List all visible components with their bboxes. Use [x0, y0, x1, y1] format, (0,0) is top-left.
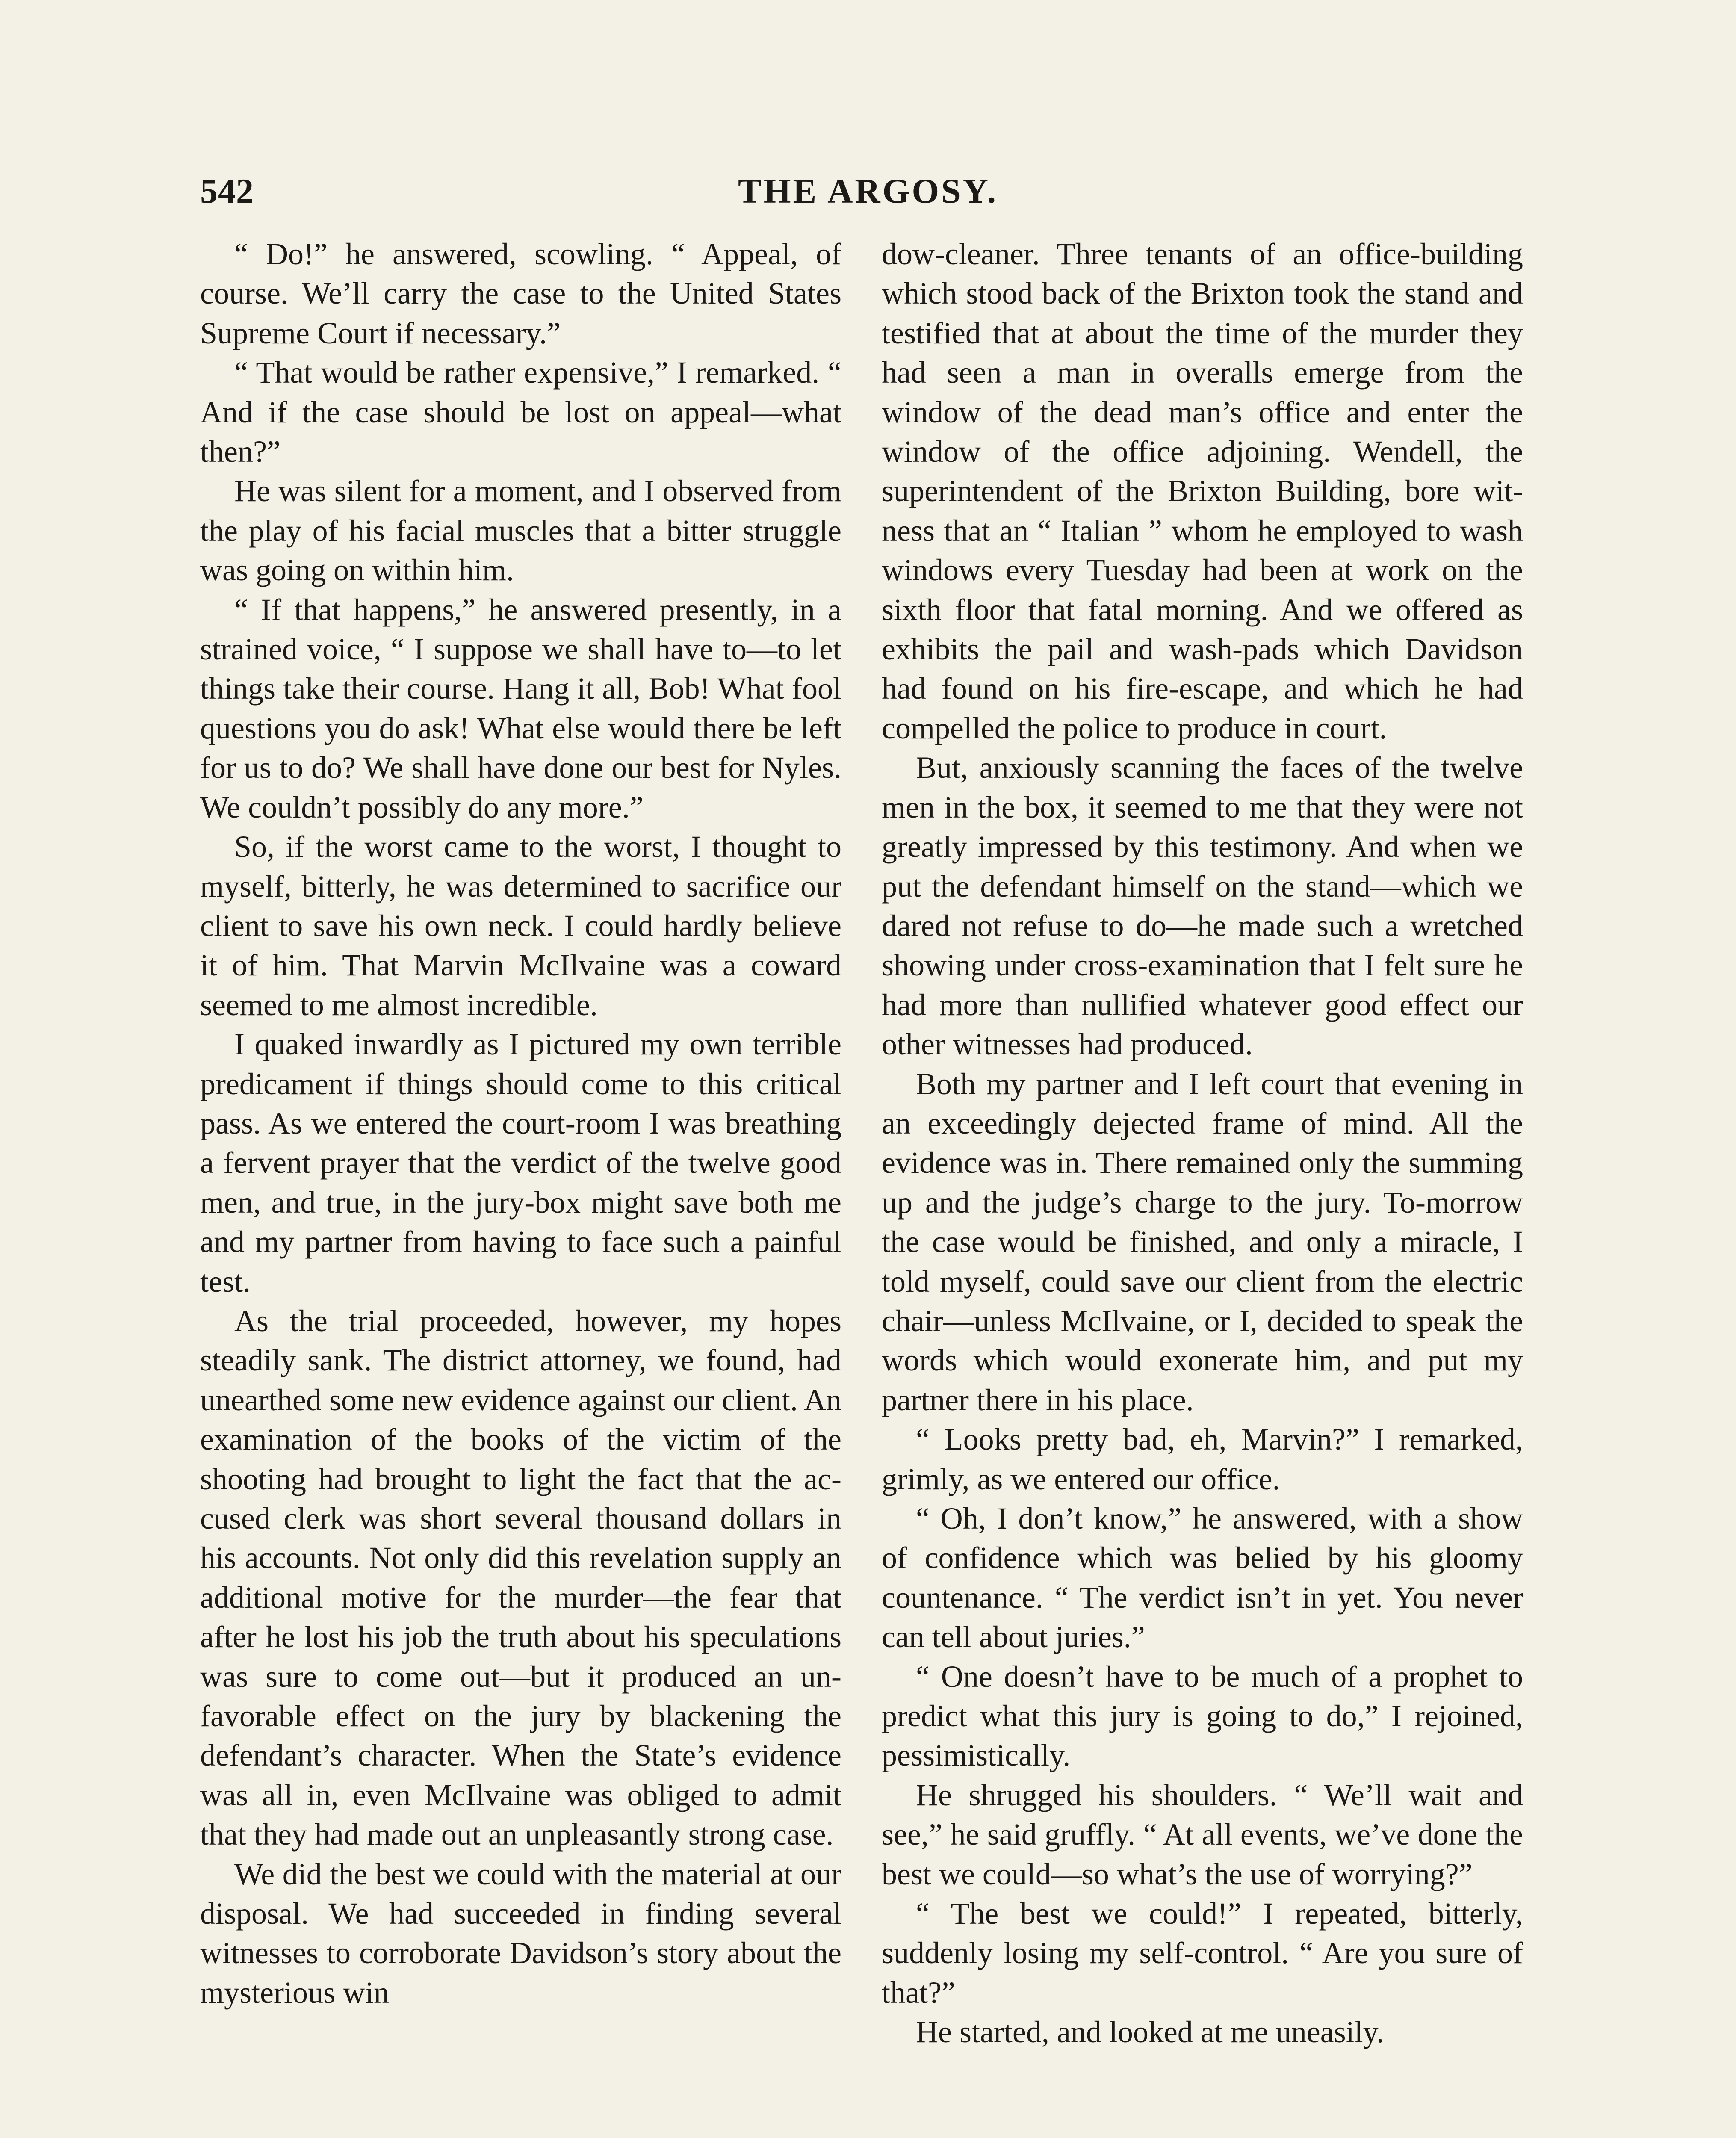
paragraph: He started, and looked at me uneasily. — [916, 2015, 1384, 2049]
paragraph: dow-cleaner. Three tenants of an office-building which stood back of the Brixton took the stand and testified that at about the time of the murder they had seen a man in overalls emerge from the window of the dead man’s office and enter the window of the office adjoining. Wendell, the superintendent of the Brixton Building, bore witness that an “ Italian ” whom he employed to wash windows every Tuesday had been at work on the sixth floor that fatal morning. And we offered as exhibits the pail and wash-pads which Davidson had found on his fire-escape, and which he had compelled the police to produce in court. — [882, 237, 1523, 745]
paragraph: “ That would be rather expensive,” I remarked. “ And if the case should be lost on appeal—what then?” — [200, 355, 841, 469]
paragraph: So, if the worst came to the worst, I thought to myself, bitterly, he was determined to sacrifice our client to save his own neck. I could hardly believe it of him. That Marvin McIlvaine was a coward seemed to me almost incredible. — [200, 830, 841, 1022]
paragraph: But, anxiously scanning the faces of the twelve men in the box, it seemed to me that they were not greatly impressed by this testimony. And when we put the defendant himself on the stand—which we dared not refuse to do—he made such a wretched showing under cross-examination that I felt sure he had more than nullified whatever good effect our other witnesses had produced. — [882, 750, 1523, 1062]
paragraph: “ The best we could!” I repeated, bitterly, suddenly losing my self-control. “ Are you sure of that?” — [882, 1896, 1523, 2010]
paragraph: He was silent for a moment, and I observed from the play of his facial muscles that a bitter struggle was going on within him. — [200, 474, 841, 588]
paragraph: “ One doesn’t have to be much of a prophet to predict what this jury is going to do,” I rejoined, pessimistically. — [882, 1659, 1523, 1773]
paragraph: As the trial proceeded, however, my hopes steadily sank. The district attorney, we found, had unearthed some new evidence against our client. An examination of the books of the victim of the shooting had brought to light the fact that the accused clerk was short several thousand dollars in his accounts. Not only did this revelation supply an additional motive for the murder—the fear that after he lost his job the truth about his speculations was sure to come out—but it produced an unfavorable effect on the jury by blackening the defendant’s character. When the State’s evidence was all in, even McIlvaine was obliged to admit that they had made out an unpleasantly strong case. — [200, 1303, 841, 1852]
paragraph: I quaked inwardly as I pictured my own terrible predicament if things should come to this critical pass. As we entered the court-room I was breathing a fervent prayer that the verdict of the twelve good men, and true, in the jury-box might save both me and my partner from having to face such a painful test. — [200, 1027, 841, 1299]
page-number: 542 — [200, 171, 254, 210]
paragraph: “ Looks pretty bad, eh, Marvin?” I remarked, grimly, as we entered our office. — [882, 1422, 1523, 1496]
paragraph: We did the best we could with the material at our disposal. We had succeeded in finding several witnesses to corroborate Davidson’s story about the mysterious win — [200, 1857, 841, 2010]
paragraph: “ Oh, I don’t know,” he answered, with a show of confidence which was belied by his gloomy countenance. “ The verdict isn’t in yet. You never can tell about juries.” — [882, 1501, 1523, 1654]
paragraph: He shrugged his shoulders. “ We’ll wait and see,” he said gruffly. “ At all events, we’ve done the best we could—so what’s the use of worrying?” — [882, 1778, 1523, 1891]
running-head: THE ARGOSY. — [738, 171, 998, 210]
paragraph: “ If that happens,” he answered presently, in a strained voice, “ I suppose we shall have to—to let things take their course. Hang it all, Bob! What fool questions you do ask! What else would there be left for us to do? We shall have done our best for Nyles. We couldn’t possibly do any more.” — [200, 592, 841, 824]
paragraph: Both my partner and I left court that evening in an exceedingly dejected frame of mind. All the evidence was in. There remained only the summing up and the judge’s charge to the jury. To-morrow the case would be finished, and only a miracle, I told myself, could save our client from the electric chair—unless McIlvaine, or I, decided to speak the words which would exonerate him, and put my partner there in his place. — [882, 1066, 1523, 1417]
paragraph: “ Do!” he answered, scowling. “ Appeal, of course. We’ll carry the case to the United States Supreme Court if necessary.” — [200, 237, 841, 350]
left-column — [200, 234, 841, 2012]
right-column — [882, 234, 1523, 2052]
